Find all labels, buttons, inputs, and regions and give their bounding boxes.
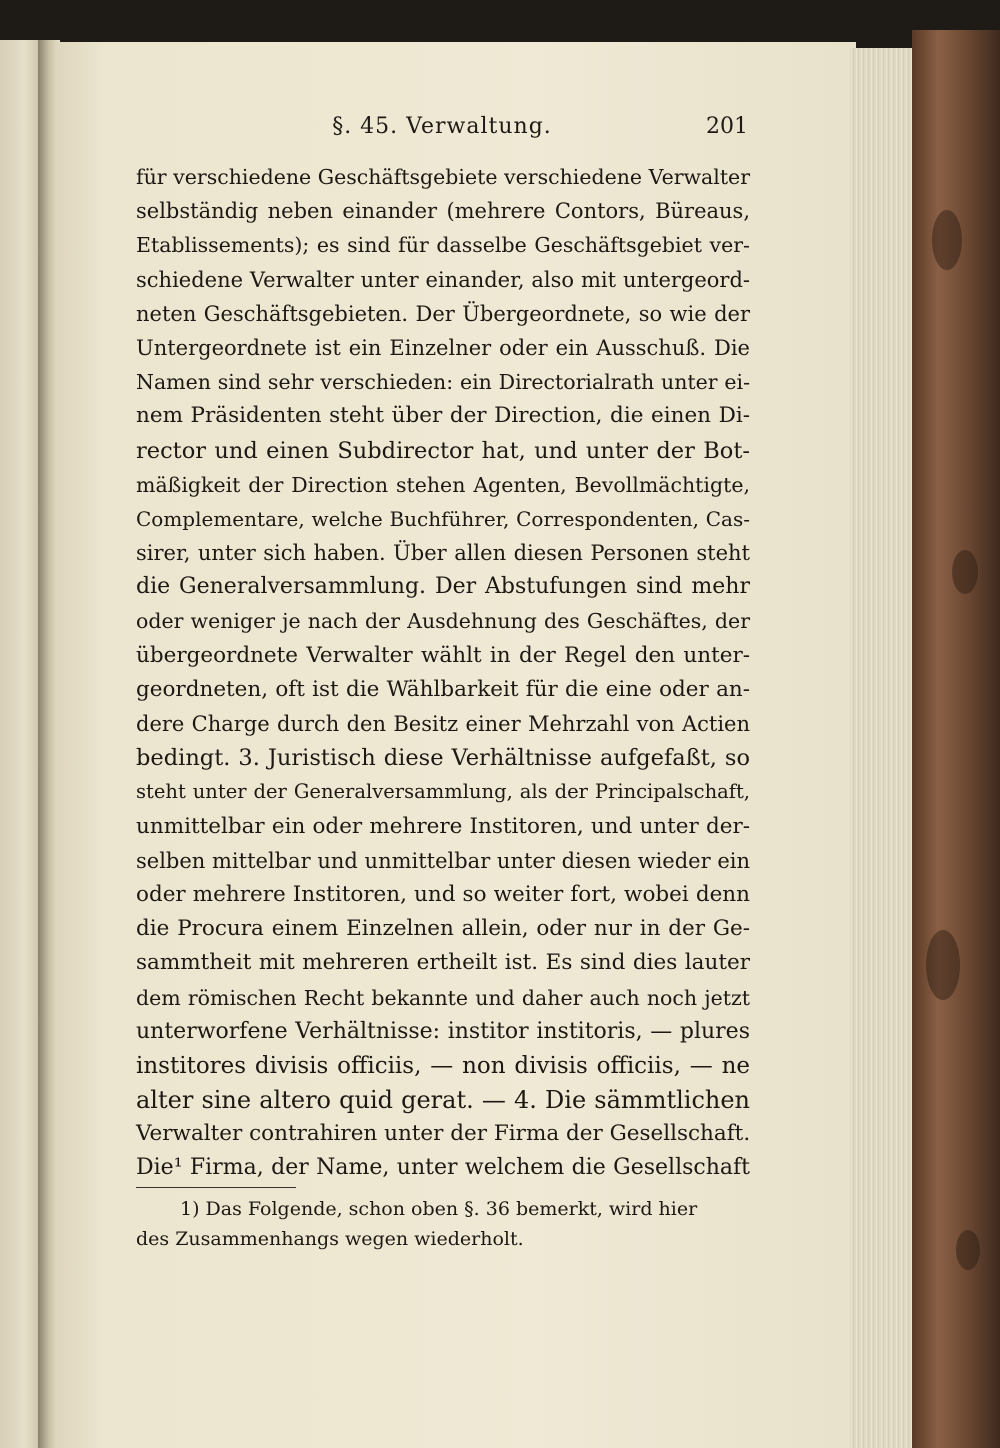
text-line: unmittelbar ein oder mehrere Institoren, und unter der- [136, 813, 750, 839]
book-cover-edge [912, 30, 1000, 1448]
body-text [136, 160, 750, 1186]
text-line: rector und einen Subdirector hat, und unter der Bot- [136, 437, 750, 464]
text-line: institores divisis officiis, — non divisis officiis, — ne [136, 1052, 750, 1079]
text-line: oder mehrere Institoren, und so weiter fort, wobei denn [136, 881, 750, 907]
text-line: steht unter der Generalversammlung, als der Principalschaft, [136, 780, 750, 804]
text-line: übergeordnete Verwalter wählt in der Regel den unter- [136, 642, 750, 668]
text-line: Die¹ Firma, der Name, unter welchem die Gesellschaft [136, 1155, 750, 1181]
page-edges [850, 48, 916, 1448]
text-line: alter sine altero quid gerat. — 4. Die sämmtlichen [136, 1086, 750, 1115]
text-line: für verschiedene Geschäftsgebiete verschiedene Verwalter [136, 165, 750, 189]
text-line: selben mittelbar und unmittelbar unter diesen wieder ein [136, 848, 750, 873]
text-line: neten Geschäftsgebieten. Der Übergeordnete, so wie der [136, 301, 750, 326]
text-line: Verwalter contrahiren unter der Firma der Gesellschaft. [136, 1121, 751, 1147]
running-header [136, 108, 748, 148]
left-page-edge [0, 40, 42, 1448]
footnote-line: 1) Das Folgende, schon oben §. 36 bemerkt, wird hier [180, 1198, 698, 1220]
text-line: unterworfene Verhältnisse: institor institoris, — plures [136, 1018, 750, 1044]
text-line: mäßigkeit der Direction stehen Agenten, Bevollmächtigte, [136, 472, 750, 497]
footnote-rule [136, 1187, 296, 1188]
text-line: oder weniger je nach der Ausdehnung des Geschäftes, der [136, 609, 750, 634]
text-line: bedingt. 3. Juristisch diese Verhältnisse aufgefaßt, so [136, 745, 750, 772]
footnotes [136, 1194, 750, 1254]
text-line: Namen sind sehr verschieden: ein Directorialrath unter ei- [136, 370, 750, 395]
text-line: Etablissements); es sind für dasselbe Geschäftsgebiet ver- [136, 233, 750, 258]
page-number: 201 [706, 114, 748, 139]
footnote-line: des Zusammenhangs wegen wiederholt. [136, 1228, 524, 1250]
text-line: geordneten, oft ist die Wählbarkeit für die eine oder an- [136, 676, 750, 702]
section-title: §. 45. Verwaltung. [332, 114, 552, 139]
text-line: Complementare, welche Buchführer, Correspondenten, Cas- [136, 506, 750, 531]
text-line: selbständig neben einander (mehrere Contors, Büreaus, [136, 199, 750, 224]
text-line: schiedene Verwalter unter einander, also mit untergeord- [136, 267, 750, 292]
text-line: nem Präsidenten steht über der Direction, die einen Di- [136, 403, 750, 429]
text-line: Untergeordnete ist ein Einzelner oder ein Ausschuß. Die [136, 335, 750, 360]
text-line: sirer, unter sich haben. Über allen diesen Personen steht [136, 541, 750, 566]
text-line: die Generalversammlung. Der Abstufungen sind mehr [136, 574, 750, 600]
text-line: die Procura einem Einzelnen allein, oder nur in der Ge- [136, 916, 750, 942]
text-line: sammtheit mit mehreren ertheilt ist. Es sind dies lauter [136, 950, 750, 976]
text-line: dere Charge durch den Besitz einer Mehrzahl von Actien [136, 712, 750, 736]
text-line: dem römischen Recht bekannte und daher auch noch jetzt [136, 985, 750, 1010]
